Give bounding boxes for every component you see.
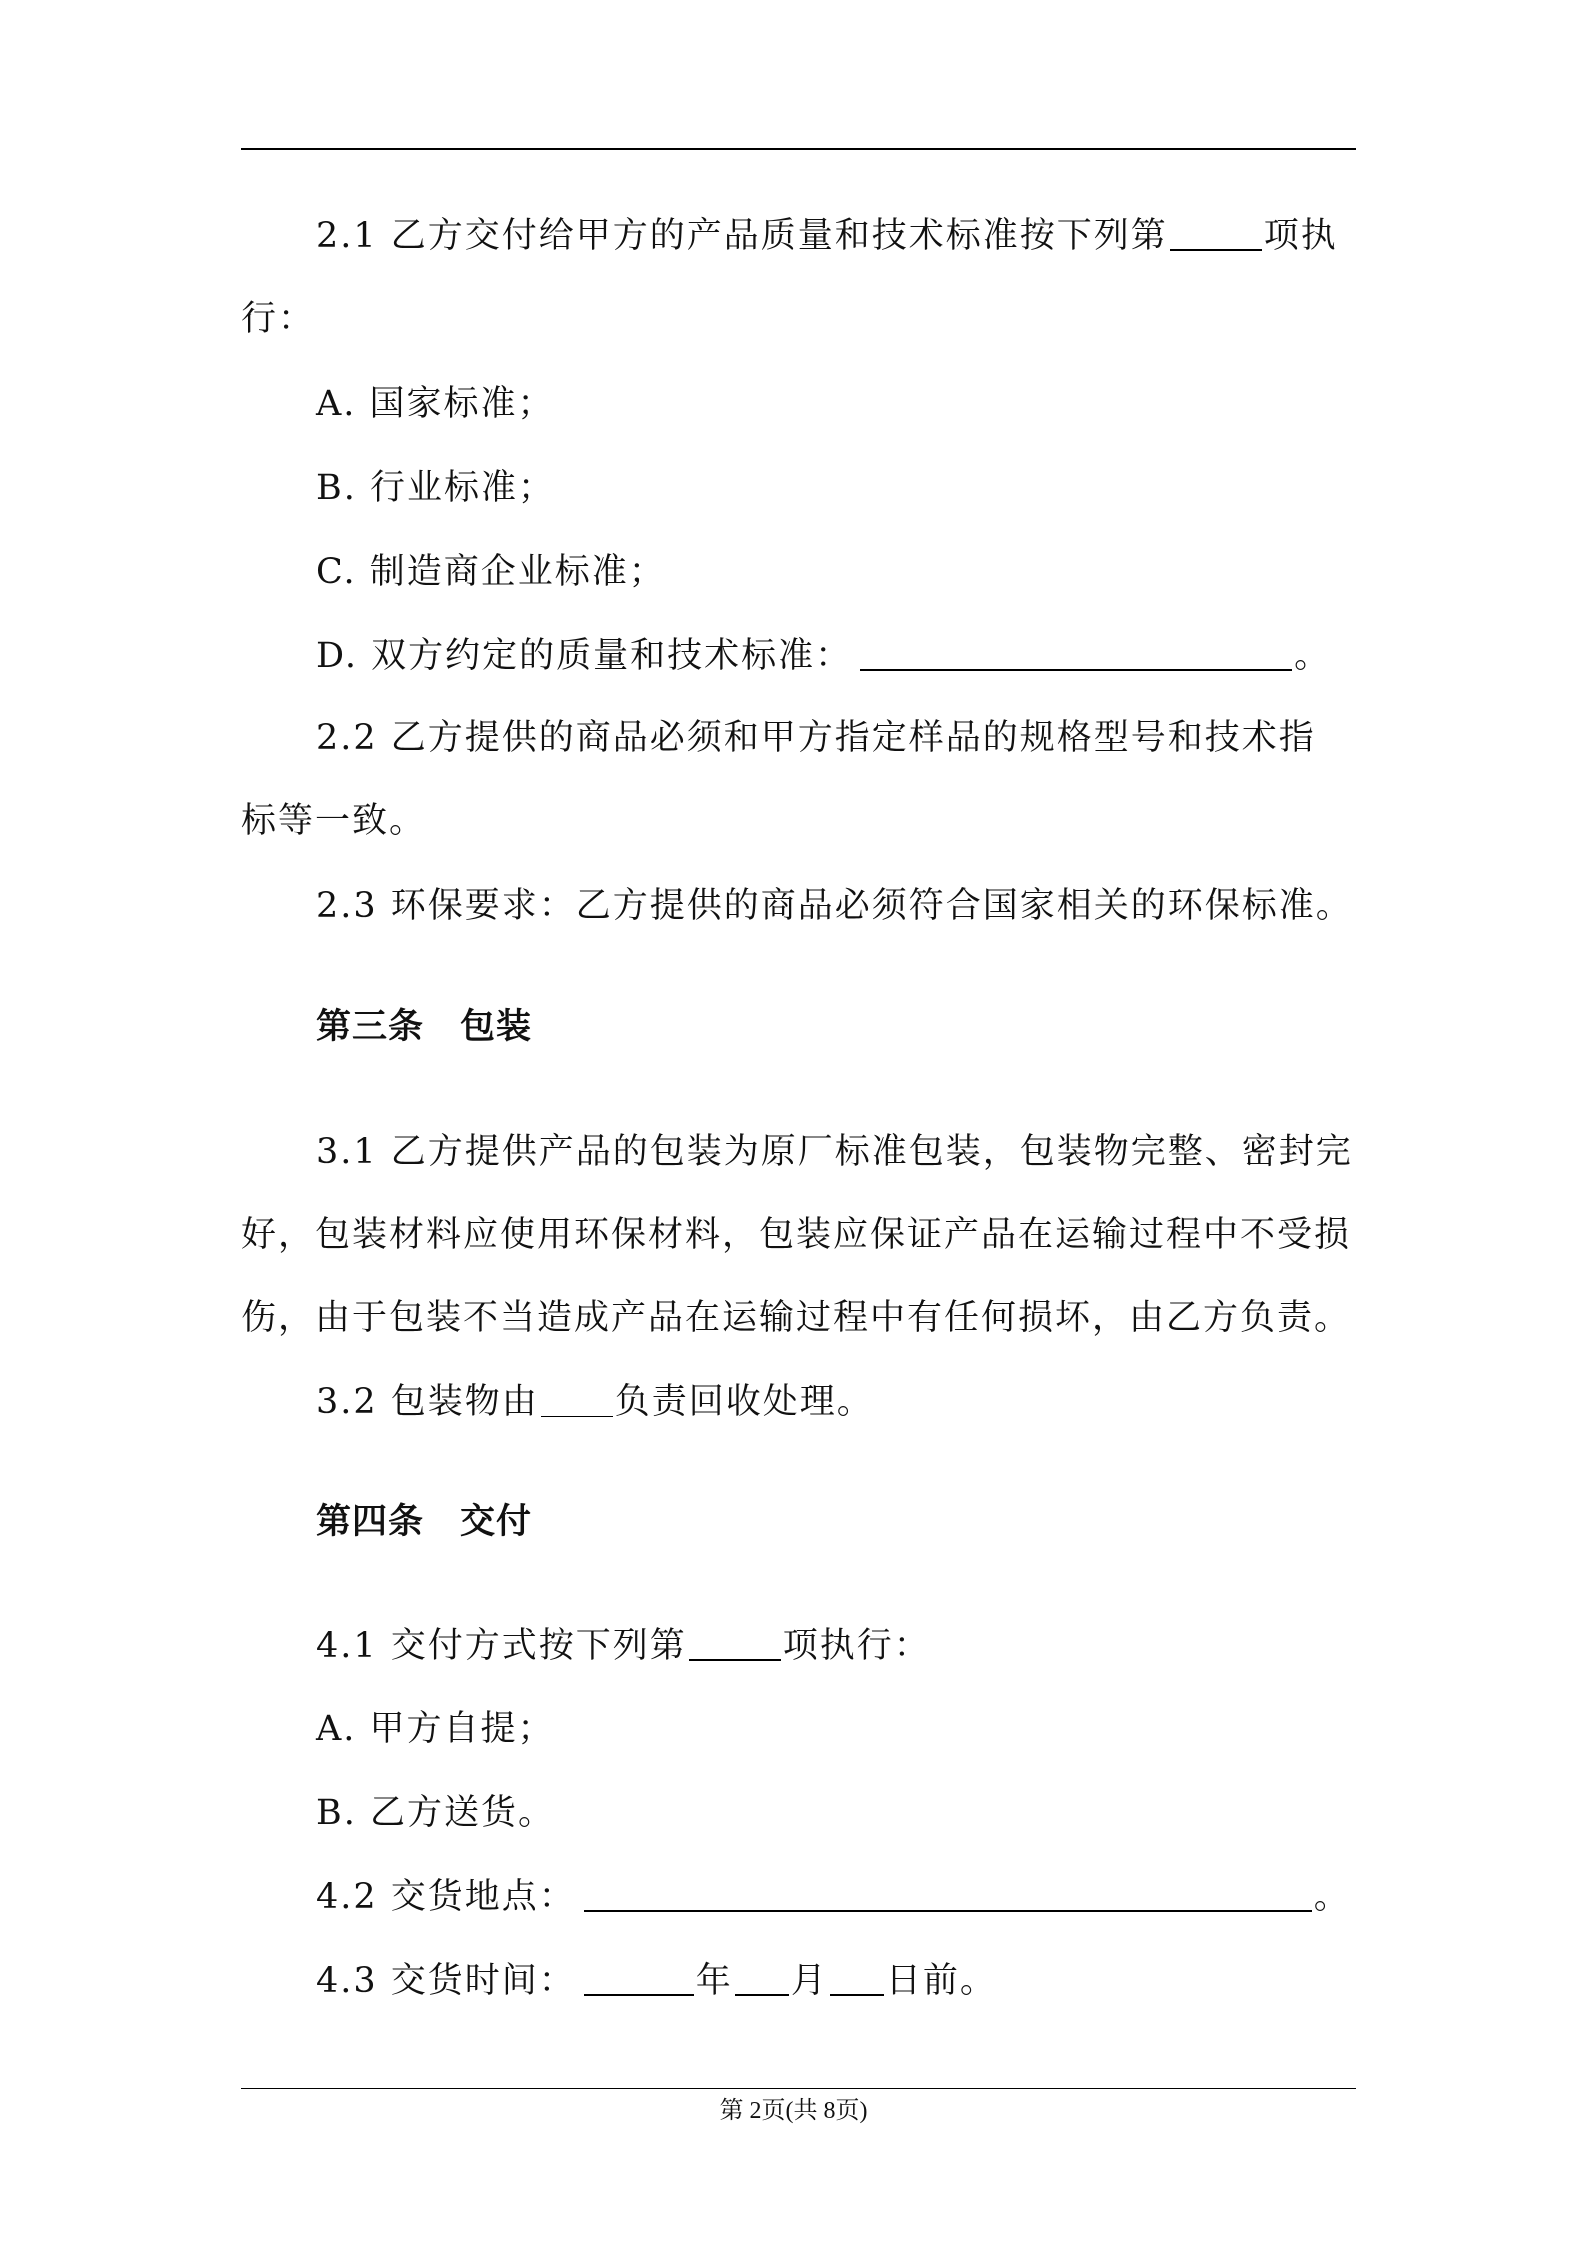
clause-2-1-blank[interactable] [1170,215,1262,251]
clause-2-2-line2 [241,798,1371,844]
clause-2-1-text-end: 项执 [1263,216,1338,256]
day-label: 日前。 [885,1961,997,2001]
clause-2-2-continuation: 标等一致。 [241,801,427,841]
option-a-text: A. 国家标准； [316,384,555,424]
clause-3-2-text-end: 负责回收处理。 [614,1382,874,1422]
option-a-national [316,381,1446,427]
option-d-period: 。 [1294,636,1332,676]
clause-3-1-line2 [241,1212,1371,1258]
option-c-text: C. 制造商企业标准； [316,552,666,592]
clause-2-1-line2 [241,296,1371,342]
clause-2-1-text: 2.1 乙方交付给甲方的产品质量和技术标准按下列第 [316,216,1168,256]
option-b-text: B. 行业标准； [316,468,555,508]
delivery-location-blank[interactable] [584,1876,1312,1912]
clause-3-1-line1 [316,1129,1446,1175]
clause-2-3-text: 2.3 环保要求：乙方提供的商品必须符合国家相关的环保标准。 [316,886,1353,926]
clause-4-3 [316,1958,1446,2004]
option-b-industry [316,465,1446,511]
article-3-heading [316,1004,1446,1050]
delivery-year-blank[interactable] [584,1960,694,1996]
option-4-a-text: A. 甲方自提； [316,1709,555,1749]
option-4-b-text: B. 乙方送货。 [316,1793,555,1833]
clause-4-1-blank[interactable] [689,1625,781,1661]
clause-4-2-text: 4.2 交货地点： [316,1877,576,1917]
clause-2-3 [316,883,1446,929]
clause-4-1-text-end: 项执行： [782,1626,931,1666]
clause-4-1 [316,1623,1446,1669]
article-4-heading [316,1499,1446,1545]
option-4-a [316,1706,1446,1752]
clause-4-1-text: 4.1 交付方式按下列第 [316,1626,687,1666]
clause-3-1-text-3: 伤，由于包装不当造成产品在运输过程中有任何损坏，由乙方负责。 [241,1298,1352,1338]
page-number: 第 2页(共 8页) [719,2098,868,2124]
clause-3-1-text-2: 好，包装材料应使用环保材料，包装应保证产品在运输过程中不受损 [241,1215,1352,1255]
clause-3-1-text: 3.1 乙方提供产品的包装为原厂标准包装，包装物完整、密封完 [316,1132,1353,1172]
clause-3-1-line3 [241,1295,1371,1341]
delivery-day-blank[interactable] [830,1960,884,1996]
year-label: 年 [695,1961,733,2001]
option-c-manufacturer [316,549,1446,595]
article-3-title: 第三条 包装 [316,1007,533,1047]
clause-2-2-line1 [316,715,1446,761]
footer-rule [241,2088,1356,2089]
clause-3-2-text: 3.2 包装物由 [316,1382,539,1422]
clause-4-2 [316,1874,1446,1920]
header-rule [241,148,1356,150]
clause-4-2-period: 。 [1313,1877,1351,1917]
month-label: 月 [790,1961,828,2001]
clause-2-2-text: 2.2 乙方提供的商品必须和甲方指定样品的规格型号和技术指 [316,718,1316,758]
option-4-b [316,1790,1446,1836]
option-d-agreed [316,633,1446,679]
option-d-text: D. 双方约定的质量和技术标准： [316,636,853,676]
clause-3-2 [316,1379,1446,1425]
option-d-blank[interactable] [860,635,1292,671]
delivery-month-blank[interactable] [735,1960,789,1996]
clause-3-2-blank[interactable] [541,1382,613,1417]
clause-4-3-text: 4.3 交货时间： [316,1961,576,2001]
clause-2-1-line1 [316,213,1446,259]
article-4-title: 第四条 交付 [316,1502,533,1542]
clause-2-1-continuation: 行： [241,299,316,339]
